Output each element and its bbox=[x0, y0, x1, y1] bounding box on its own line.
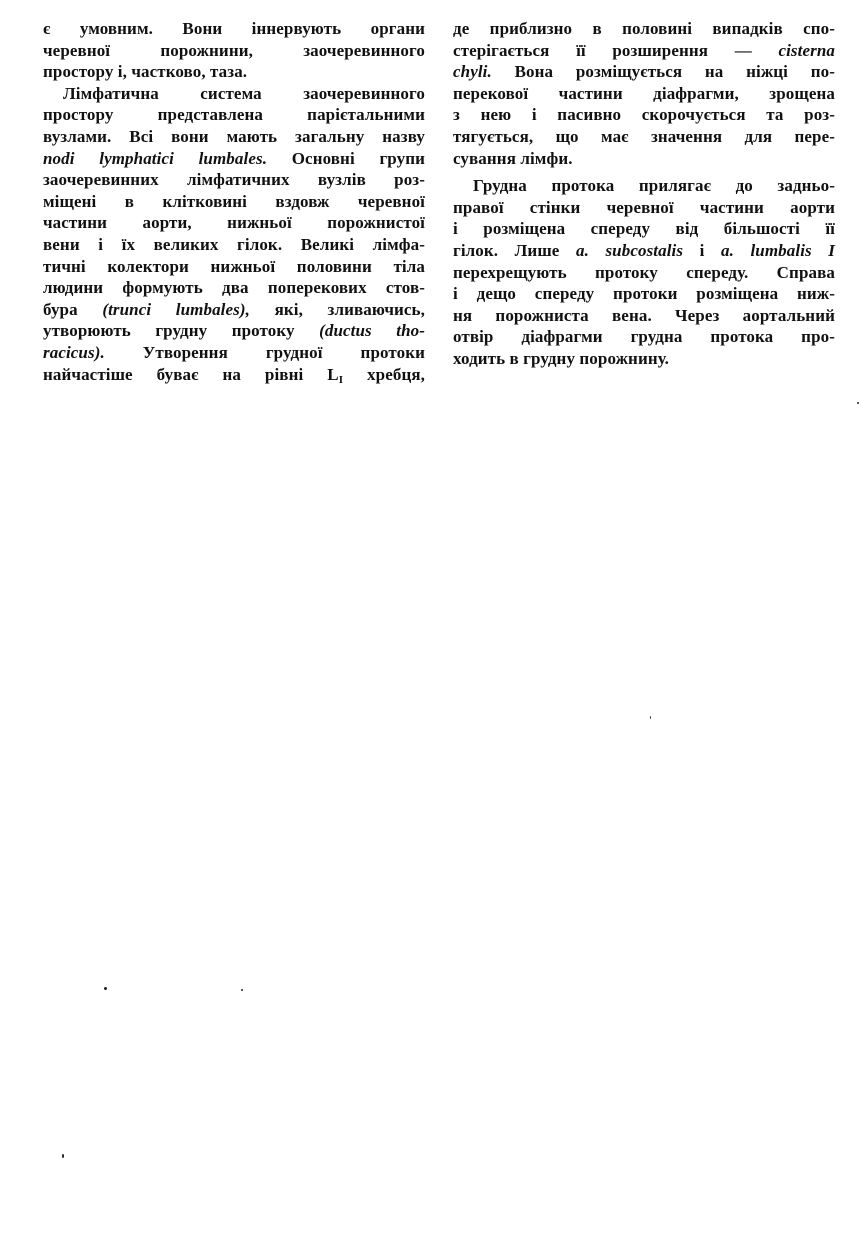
text-line: простору і, частково, таза. bbox=[43, 62, 248, 82]
text-line: заочеревинних лімфатичних вузлів роз- bbox=[43, 170, 425, 190]
scan-speck bbox=[857, 402, 859, 404]
latin-term: racicus). bbox=[43, 342, 105, 362]
text-line bbox=[43, 148, 425, 170]
right-column bbox=[453, 18, 835, 370]
text-line: з нею і пасивно скорочується та роз- bbox=[453, 105, 835, 125]
text-line: перекової частини діафрагми, зрощена bbox=[453, 83, 835, 103]
text-line: міщені в клітковині вздовж черевної bbox=[43, 191, 425, 211]
scan-speck bbox=[650, 716, 651, 719]
text-line bbox=[43, 83, 425, 105]
text-run: найчастіше буває на рівні L bbox=[43, 364, 339, 384]
scan-speck bbox=[241, 989, 243, 991]
scan-speck bbox=[104, 987, 107, 990]
text-run: які, зливаючись, bbox=[249, 299, 425, 319]
text-run: і bbox=[683, 240, 721, 260]
vertebra-subscript: I bbox=[338, 373, 344, 386]
latin-term: chyli. bbox=[453, 62, 492, 82]
text-line: правої стінки черевної частини аорти bbox=[453, 197, 835, 217]
text-line: ходить в грудну порожнину. bbox=[453, 348, 669, 368]
text-line: де приблизно в половині випадків спо- bbox=[453, 19, 835, 38]
text-line: Грудна протока прилягає до задньо- bbox=[473, 176, 835, 196]
left-column bbox=[43, 18, 425, 385]
text-line: ня порожниста вена. Через аортальний bbox=[453, 305, 835, 325]
latin-term: a. subcostalis bbox=[575, 240, 684, 260]
text-line bbox=[43, 299, 425, 321]
text-line bbox=[43, 364, 425, 386]
text-run: хребця, bbox=[343, 364, 425, 384]
text-line: людини формують два поперекових стов- bbox=[43, 278, 425, 298]
text-line: є умовним. Вони іннервують органи bbox=[43, 19, 425, 38]
bold-term: Лімфатична система bbox=[63, 83, 262, 103]
text-line: черевної порожнини, заочеревинного bbox=[43, 40, 425, 60]
text-line: вузлами. Всі вони мають загальну назву bbox=[43, 126, 425, 146]
text-line: сування лімфи. bbox=[453, 148, 573, 168]
text-run: утворюють грудну протоку bbox=[43, 321, 320, 341]
text-run: заочеревинного bbox=[261, 83, 425, 103]
latin-term: nodi lymphatici lumbales. bbox=[43, 148, 268, 168]
text-run: Вона розміщується на ніжці по- bbox=[491, 62, 835, 82]
text-line: тичні колектори нижньої половини тіла bbox=[43, 256, 425, 276]
text-line bbox=[43, 342, 425, 364]
text-run: бура bbox=[43, 299, 103, 319]
latin-term: cisterna bbox=[778, 40, 835, 60]
text-line bbox=[43, 320, 425, 342]
text-line: частини аорти, нижньої порожнистої bbox=[43, 213, 425, 233]
text-line: тягується, що має значення для пере- bbox=[453, 126, 835, 146]
scan-speck bbox=[62, 1154, 64, 1158]
latin-term: (trunci lumbales), bbox=[102, 299, 250, 319]
text-line bbox=[453, 240, 835, 262]
text-line bbox=[453, 61, 835, 83]
text-run: гілок. Лише bbox=[453, 240, 576, 260]
text-line bbox=[453, 40, 835, 62]
latin-term: (ductus tho- bbox=[319, 321, 425, 341]
text-line: вени і їх великих гілок. Великі лімфа- bbox=[43, 234, 425, 254]
text-run: стерігається її розширення — bbox=[453, 40, 779, 60]
text-run: Утворення грудної протоки bbox=[104, 342, 425, 362]
latin-term: a. lumbalis I bbox=[720, 240, 835, 260]
text-run: Основні групи bbox=[267, 148, 425, 168]
text-line: отвір діафрагми грудна протока про- bbox=[453, 327, 835, 347]
text-line: і дещо спереду протоки розміщена ниж- bbox=[453, 284, 835, 304]
text-line: простору представлена парієтальними bbox=[43, 105, 425, 125]
text-line: перехрещують протоку спереду. Справа bbox=[453, 262, 835, 282]
text-line: і розміщена спереду від більшості її bbox=[453, 219, 835, 239]
